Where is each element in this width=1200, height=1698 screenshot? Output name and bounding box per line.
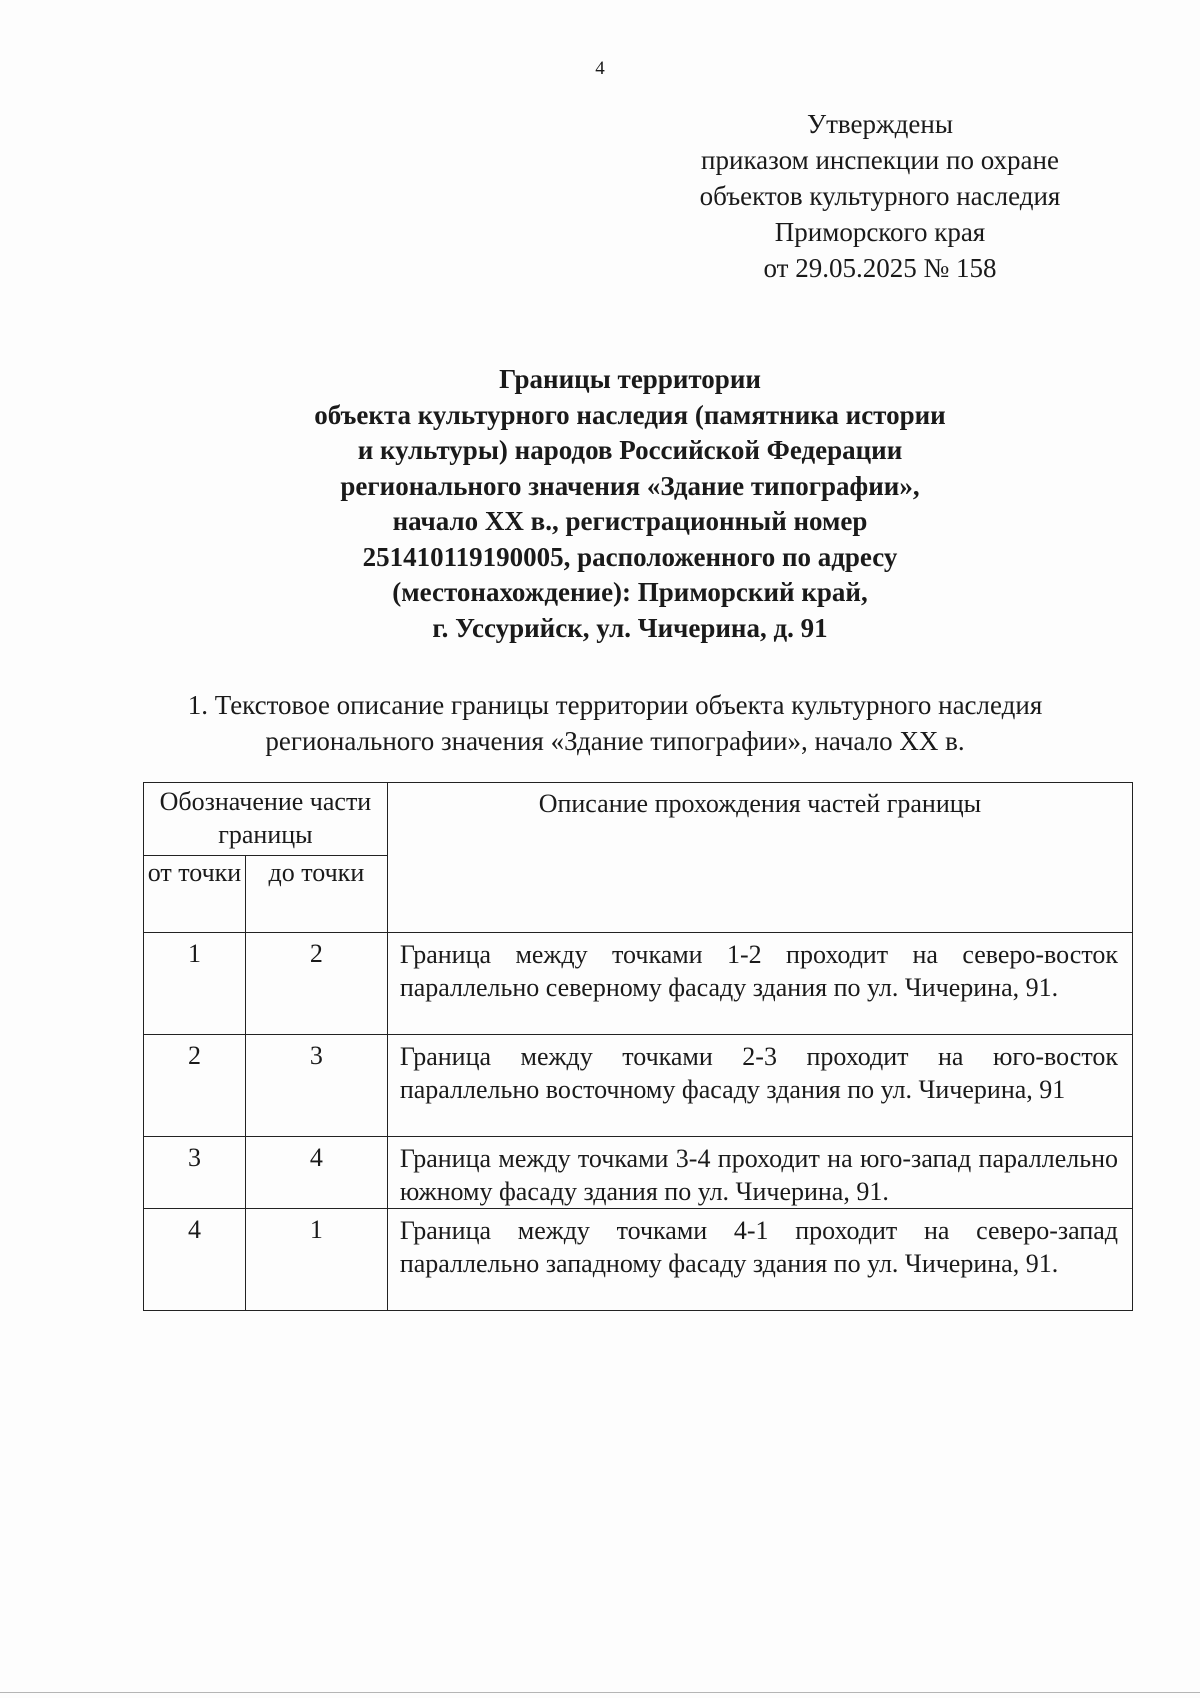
from-point-cell: 2 (144, 1035, 246, 1137)
page-number: 4 (595, 58, 605, 79)
table-row (144, 1035, 1133, 1137)
title-line: Границы территории (499, 364, 761, 394)
approval-line: приказом инспекции по охране (701, 145, 1059, 175)
from-point-cell: 1 (144, 933, 246, 1035)
approval-line: от 29.05.2025 № 158 (763, 253, 997, 283)
title-line: регионального значения «Здание типографии», (340, 470, 920, 501)
table-row (144, 933, 1133, 1035)
document-title (200, 362, 1060, 646)
header-boundary-part: Обозначение части границы (144, 783, 388, 856)
title-line: г. Уссурийск, ул. Чичерина, д. 91 (432, 612, 828, 643)
header-description: Описание прохождения частей границы (387, 783, 1132, 933)
table-row (144, 1137, 1133, 1209)
description-cell: Граница между точками 4-1 проходит на северо-запад параллельно западному фасаду здания по ул. Чичерина, 91. (387, 1209, 1132, 1311)
approval-block (660, 106, 1100, 286)
approval-line: Приморского края (774, 217, 986, 247)
description-cell: Граница между точками 1-2 проходит на северо-восток параллельно северному фасаду здания по ул. Чичерина, 91. (387, 933, 1132, 1035)
section-heading-line: регионального значения «Здание типографии», начало XX в. (265, 726, 965, 756)
approval-line: Утверждены (807, 109, 953, 139)
header-from-point: от точки (144, 856, 246, 933)
to-point-cell: 3 (245, 1035, 387, 1137)
title-line: (местонахождение): Приморский край, (392, 577, 868, 607)
description-cell: Граница между точками 3-4 проходит на юго-запад параллельно южному фасаду здания по ул. Чичерина, 91. (387, 1137, 1132, 1209)
to-point-cell: 2 (245, 933, 387, 1035)
title-line: 251410119190005, расположенного по адресу (362, 541, 898, 572)
title-line: начало XX в., регистрационный номер (392, 506, 868, 536)
scan-edge-divider (0, 1692, 1200, 1693)
header-to-point: до точки (245, 856, 387, 933)
to-point-cell: 1 (245, 1209, 387, 1311)
table-header-row (144, 783, 1133, 856)
description-cell: Граница между точками 2-3 проходит на юго-восток параллельно восточному фасаду здания по ул. Чичерина, 91 (387, 1035, 1132, 1137)
section-heading (120, 687, 1110, 759)
section-heading-line: 1. Текстовое описание границы территории объекта культурного наследия (187, 690, 1043, 720)
to-point-cell: 4 (245, 1137, 387, 1209)
title-line: объекта культурного наследия (памятника истории (314, 399, 946, 430)
boundary-table (143, 782, 1133, 1311)
approval-line: объектов культурного наследия (699, 181, 1061, 211)
table-row (144, 1209, 1133, 1311)
title-line: и культуры) народов Российской Федерации (357, 435, 903, 465)
from-point-cell: 4 (144, 1209, 246, 1311)
from-point-cell: 3 (144, 1137, 246, 1209)
